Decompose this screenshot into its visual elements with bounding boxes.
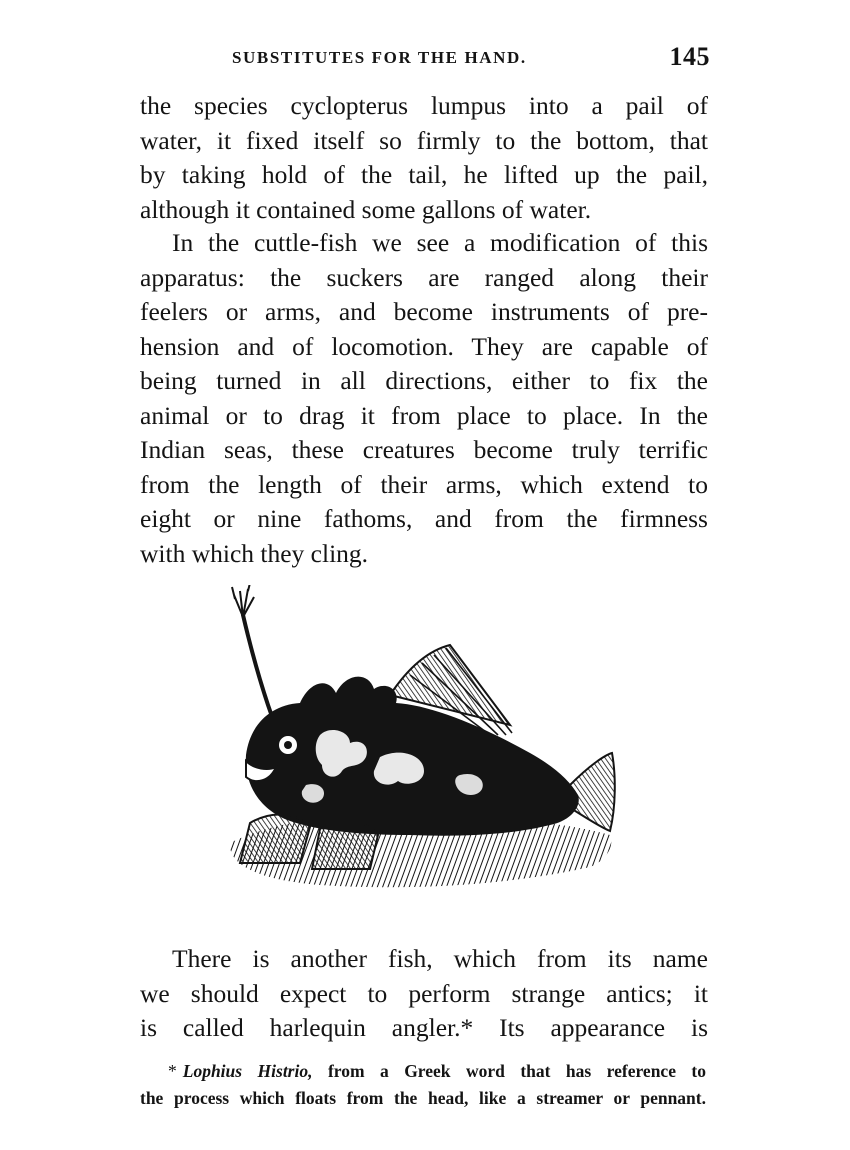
footnote-line-2: the process which floats from the head, like a streamer or pennant. — [140, 1088, 706, 1108]
footnote-species: Lophius Histrio, — [182, 1061, 313, 1081]
text-line: Indian seas, these creatures become truly terrific — [140, 435, 708, 464]
paragraph-2 — [140, 226, 708, 571]
text-line: water, it fixed itself so firmly to the bottom, that — [140, 125, 708, 155]
text-line: hension and of locomotion. They are capable of — [140, 331, 708, 361]
running-title: SUBSTITUTES FOR THE HAND. — [232, 48, 527, 67]
text-line: There is another fish, which from its name — [172, 944, 708, 973]
footnote — [140, 1058, 706, 1112]
footnote-text: from a Greek word that has reference to — [327, 1061, 706, 1081]
fish-eye-pupil — [284, 741, 292, 749]
paragraph-1 — [140, 89, 708, 227]
text-line: although it contained some gallons of water. — [140, 194, 592, 224]
running-head — [140, 44, 710, 74]
text-line: apparatus: the suckers are ranged along their — [140, 262, 708, 292]
tail-fin — [570, 753, 615, 831]
lure-tassel — [232, 585, 254, 617]
footnote-line-1 — [140, 1058, 706, 1085]
text-line: is called harlequin angler.* Its appearance is — [140, 1013, 708, 1042]
text-line: eight or nine fathoms, and from the firmness — [140, 504, 708, 533]
page-number: 145 — [669, 42, 710, 71]
text-line: from the length of their arms, which extend to — [140, 469, 708, 499]
text-line: animal or to drag it from place to place. In the — [140, 400, 708, 430]
footnote-marker: * — [168, 1061, 177, 1081]
text-line: feelers or arms, and become instruments of pre- — [140, 297, 708, 326]
text-line: with which they cling. — [140, 538, 369, 568]
text-line: being turned in all directions, either to fix the — [140, 366, 708, 395]
paragraph-3 — [140, 942, 708, 1046]
pectoral-fin-front — [240, 814, 310, 863]
text-line: we should expect to perform strange antics; it — [140, 978, 708, 1008]
text-line: the species cyclopterus lumpus into a pail of — [140, 91, 708, 120]
text-line: by taking hold of the tail, he lifted up the pail, — [140, 160, 708, 189]
angler-fish-illustration — [210, 585, 630, 900]
pectoral-fin-rear — [312, 821, 378, 869]
text-line: In the cuttle-fish we see a modification of this — [172, 228, 708, 257]
